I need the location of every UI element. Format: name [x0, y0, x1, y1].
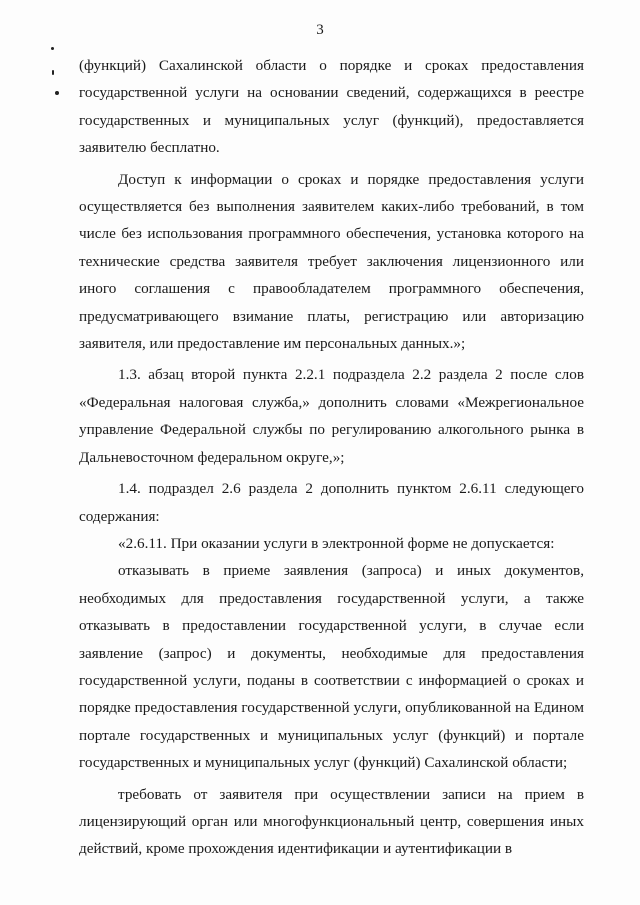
scan-speck — [51, 47, 54, 50]
paragraph-4: 1.4. подраздел 2.6 раздела 2 дополнить пунктом 2.6.11 следующего содержания: — [79, 480, 584, 525]
paragraph-3: 1.3. абзац второй пункта 2.2.1 подраздела 2.2 раздела 2 после слов «Федеральная налоговая служба,» дополнить словами «Межрегиональное управление Федеральной службы по регулированию алкогольного рынка в Дальневосточном федеральном округе,»; — [79, 366, 584, 466]
document-body — [79, 52, 584, 863]
paragraph-7: требовать от заявителя при осуществлении записи на прием в лицензирующий орган или многофункциональный центр, совершения иных действий, кроме прохождения идентификации и аутентификации в — [79, 785, 584, 858]
paragraph-6: отказывать в приеме заявления (запроса) и иных документов, необходимых для предоставления государственной услуги, а также отказывать в предоставлении государственной услуги, в случае если заявление (запрос) и документы, необходимые для предоставления государственной услуги, поданы в соответствии с информацией о сроках и порядке предоставления государственной услуги, опубликованной на Едином портале государственных и муниципальных услуг (функций) и портале государственных и муниципальных услуг (функций) Сахалинской области; — [79, 562, 584, 772]
paragraph-1: (функций) Сахалинской области о порядке и сроках предоставления государственной услуги на основании сведений, содержащихся в реестре государственных и муниципальных услуг (функций), предоставляется заявителю бесплатно. — [79, 57, 584, 157]
scan-speck — [55, 91, 59, 95]
page-number: 3 — [316, 22, 324, 38]
paragraph-2: Доступ к информации о сроках и порядке предоставления услуги осуществляется без выполнения заявителем каких-либо требований, в том числе без использования программного обеспечения, установка которого на технические средства заявителя требует заключения лицензионного или иного соглашения с правообладателем программного обеспечения, предусматривающего взимание платы, регистрацию или авторизацию заявителя, или предоставление им персональных данных.»; — [79, 170, 584, 353]
scan-speck — [52, 70, 54, 75]
paragraph-5: «2.6.11. При оказании услуги в электронной форме не допускается: — [118, 534, 555, 552]
